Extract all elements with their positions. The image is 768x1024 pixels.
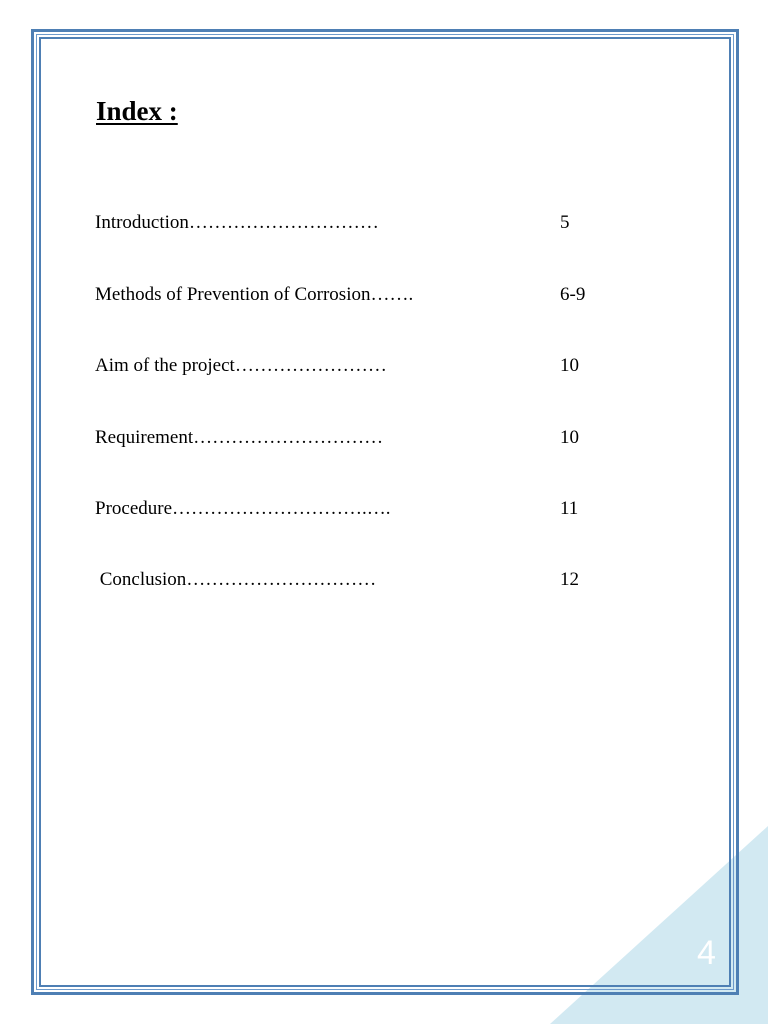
toc-entry-page: 10 <box>560 427 579 448</box>
page-number: 4 <box>697 934 716 972</box>
toc-entry-requirement <box>42 425 728 451</box>
toc-entry-label: Requirement………………………… <box>95 427 384 448</box>
toc-entry-page: 6-9 <box>560 284 586 305</box>
toc-entry-page: 11 <box>560 498 579 519</box>
toc-entry-label: Introduction………………………… <box>95 212 379 233</box>
toc-entry-page: 5 <box>560 212 570 233</box>
page-title: Index : <box>96 96 178 126</box>
toc-entry-aim-of-project <box>42 353 728 379</box>
toc-entry-introduction <box>42 210 728 236</box>
page-content <box>42 40 728 984</box>
toc-entry-label: Conclusion………………………… <box>95 569 377 590</box>
toc-entry-methods-of-prevention <box>42 282 728 308</box>
toc-entry-conclusion <box>42 567 728 593</box>
toc-entry-label: Methods of Prevention of Corrosion……. <box>95 284 414 305</box>
toc-entry-procedure <box>42 496 728 522</box>
toc-entry-page: 12 <box>560 569 579 590</box>
toc-entry-label: Procedure………………………….…. <box>95 498 391 519</box>
toc-entry-page: 10 <box>560 355 579 376</box>
toc-entry-label: Aim of the project…………………… <box>95 355 387 376</box>
page-border-frame <box>31 29 739 995</box>
